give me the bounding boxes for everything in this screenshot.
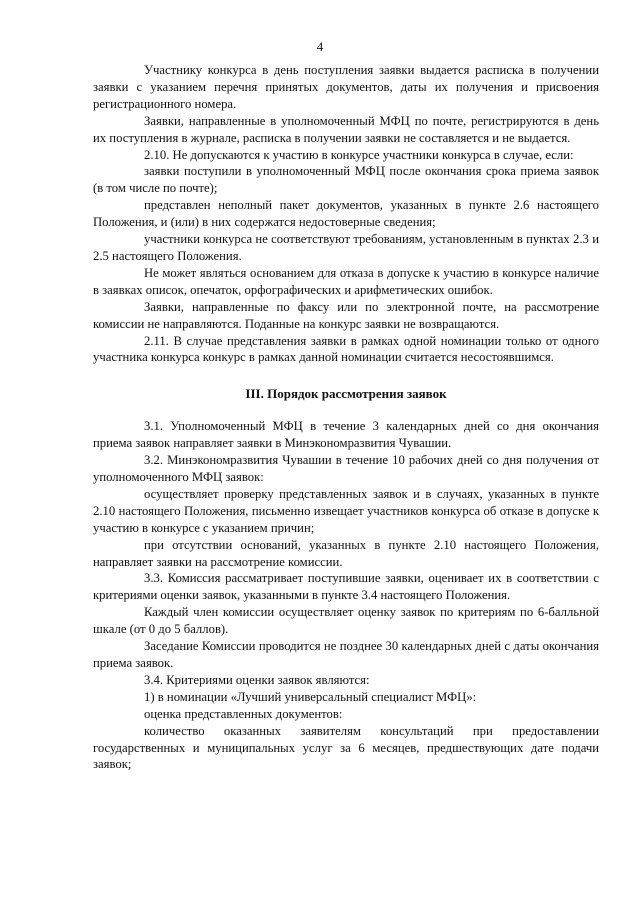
paragraph: 3.1. Уполномоченный МФЦ в течение 3 календарных дней со дня окончания приема заявок направляет заявки в Минэкономразвития Чувашии.: [93, 419, 599, 451]
paragraph: Участнику конкурса в день поступления заявки выдается расписка в получении заявки с указанием перечня принятых документов, даты их получения и присвоения регистрационного номера.: [93, 63, 599, 111]
paragraph: Заявки, направленные по факсу или по электронной почте, на рассмотрение комиссии не направляются. Поданные на конкурс заявки не возвращаются.: [93, 299, 599, 331]
paragraph: Не может являться основанием для отказа в допуске к участию в конкурсе наличие в заявках описок, опечаток, орфографических и арифметических ошибок.: [93, 265, 599, 297]
paragraph: 2.11. В случае представления заявки в рамках одной номинации только от одного участника конкурса конкурс в рамках данной номинации считается несостоявшимся.: [93, 333, 599, 365]
paragraph: осуществляет проверку представленных заявок и в случаях, указанных в пункте 2.10 настоящего Положения, письменно извещает участников конкурса об отказе в допуске к участию в конкурсе с указанием причин;: [93, 486, 599, 535]
paragraph: Каждый член комиссии осуществляет оценку заявок по критериям по 6-балльной шкале (от 0 до 5 баллов).: [93, 605, 599, 637]
page-number: 4: [316, 39, 324, 54]
paragraph: Заявки, направленные в уполномоченный МФЦ по почте, регистрируются в день их поступления в журнале, расписка в получении заявки не составляется и не выдается.: [93, 113, 599, 145]
paragraph: оценка представленных документов:: [144, 706, 343, 721]
paragraph: 1) в номинации «Лучший универсальный специалист МФЦ»:: [144, 689, 477, 704]
paragraph: 2.10. Не допускаются к участию в конкурсе участники конкурса в случае, если:: [144, 147, 574, 162]
paragraph: заявки поступили в уполномоченный МФЦ после окончания срока приема заявок (в том числе по почте);: [93, 164, 599, 196]
paragraph: 3.2. Минэкономразвития Чувашии в течение 10 рабочих дней со дня получения от уполномоченного МФЦ заявок:: [93, 453, 599, 485]
paragraph: представлен неполный пакет документов, указанных в пункте 2.6 настоящего Положения, и (или) в них содержатся недостоверные сведения;: [93, 198, 599, 230]
paragraph: 3.3. Комиссия рассматривает поступившие заявки, оценивает их в соответствии с критериями оценки заявок, указанными в пункте 3.4 настоящего Положения.: [93, 571, 599, 603]
paragraph: при отсутствии оснований, указанных в пункте 2.10 настоящего Положения, направляет заявки на рассмотрение комиссии.: [93, 537, 599, 569]
section-heading: III. Порядок рассмотрения заявок: [245, 386, 447, 402]
paragraph: Заседание Комиссии проводится не позднее 30 календарных дней с даты окончания приема заявок.: [93, 639, 599, 670]
paragraph: участники конкурса не соответствуют требованиям, установленным в пунктах 2.3 и 2.5 настоящего Положения.: [93, 232, 599, 263]
paragraph: 3.4. Критериями оценки заявок являются:: [144, 672, 370, 687]
paragraph: количество оказанных заявителям консультаций при предоставлении государственных и муниципальных услуг за 6 месяцев, предшествующих дате подачи заявок;: [93, 723, 599, 772]
document-body: [93, 62, 599, 773]
